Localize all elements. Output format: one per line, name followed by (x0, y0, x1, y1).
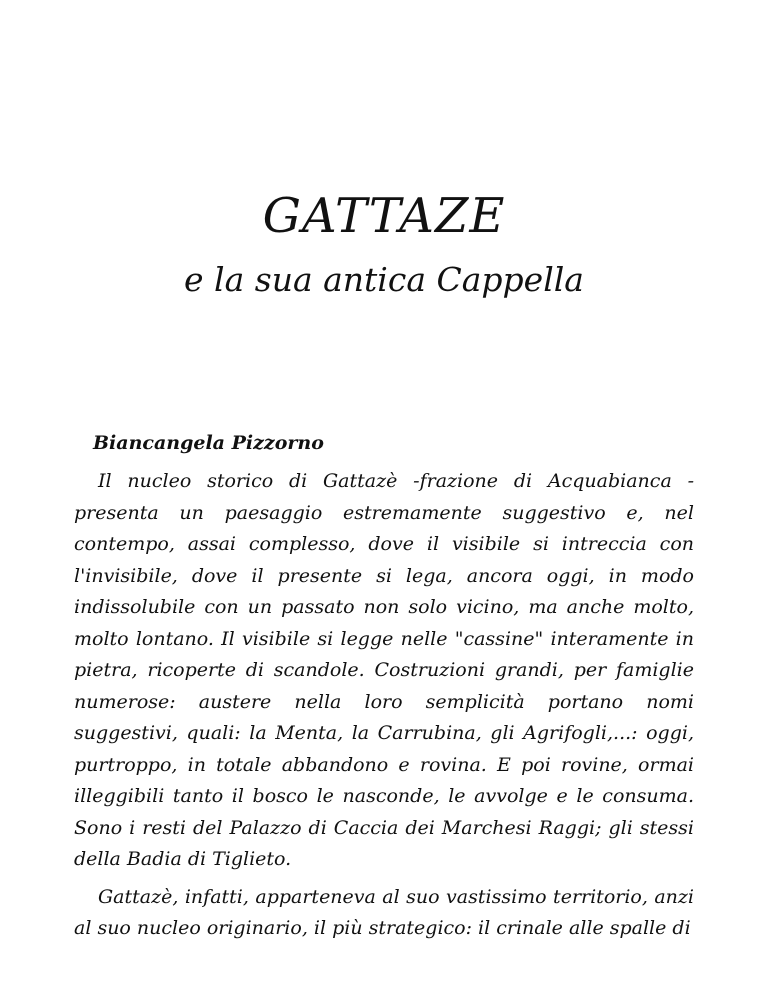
body-text (74, 466, 694, 945)
author-name: Biancangela Pizzorno (93, 432, 324, 454)
document-subtitle: e la sua antica Cappella (184, 260, 584, 299)
document-title: GATTAZE (262, 188, 506, 244)
paragraph: Gattazè, infatti, apparteneva al suo vastissimo territorio, anzi al suo nucleo originario, il più strategico: il crinale alle spalle di (74, 885, 694, 939)
paragraph: Il nucleo storico di Gattazè -frazione di Acquabianca - presenta un paesaggio estremamente suggestivo e, nel contempo, assai complesso, dove il visibile si intreccia con l'invisibile, dove il presente si lega, ancora oggi, in modo indissolubile con un passato non solo vicino, ma anche molto, molto lontano. Il visibile si legge nelle "cassine" interamente in pietra, ricoperte di scandole. Costruzioni grandi, per famiglie numerose: austere nella loro semplicità portano nomi suggestivi, quali: la Menta, la Carrubina, gli Agrifogli,...: oggi, purtroppo, in totale abbandono e rovina. E poi rovine, ormai illeggibili tanto il bosco le nasconde, le avvolge e le consuma. Sono i resti del Palazzo di Caccia dei Marchesi Raggi; gli stessi della Badia di Tiglieto. (74, 470, 694, 870)
